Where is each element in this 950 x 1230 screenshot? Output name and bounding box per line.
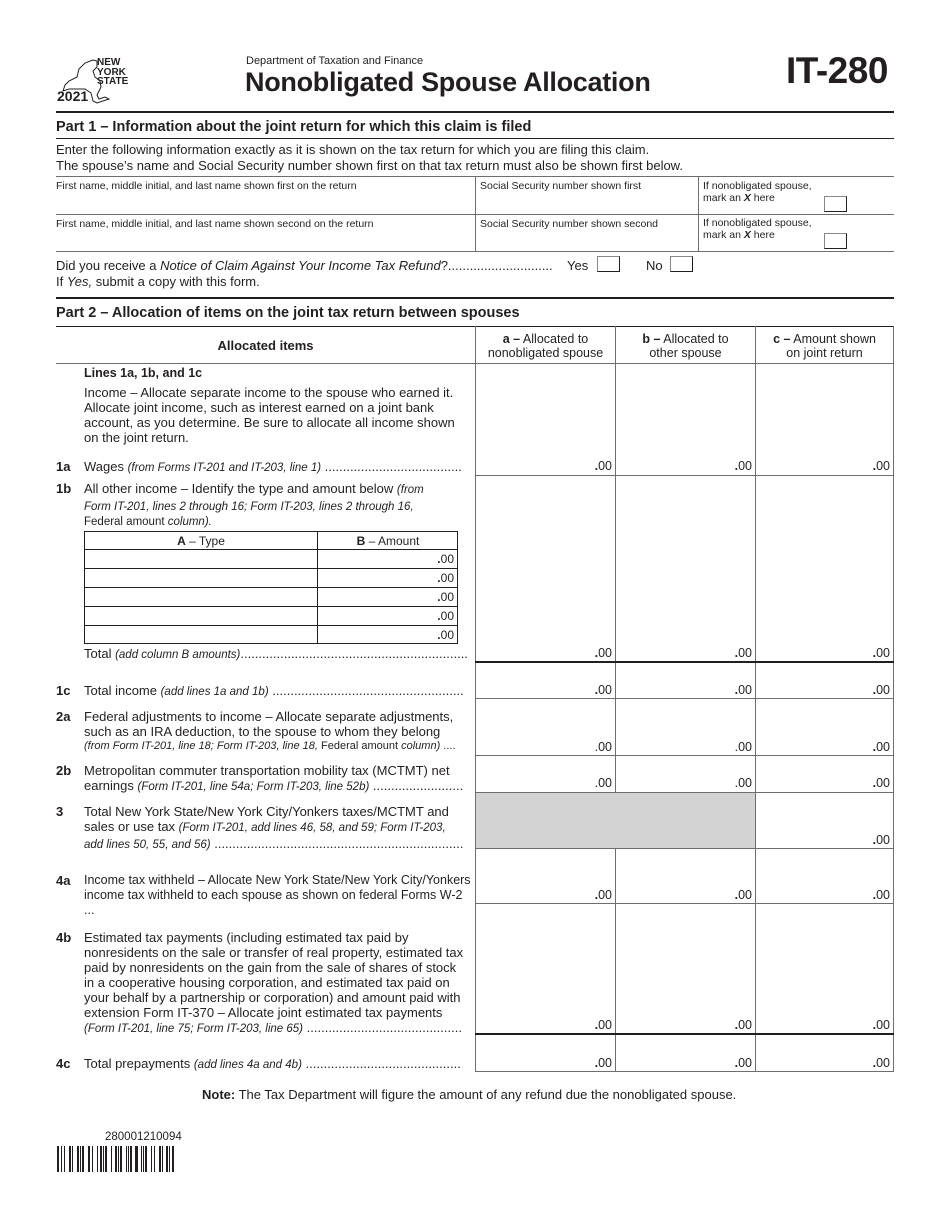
line-4b-col-b[interactable]: .00 bbox=[734, 1018, 752, 1032]
other-income-table bbox=[84, 531, 458, 644]
first-ssn-field[interactable] bbox=[476, 177, 697, 213]
line-1c-col-c[interactable]: .00 bbox=[872, 683, 890, 697]
part1-grid-v2 bbox=[698, 176, 699, 251]
subtable-row-3-amount[interactable]: .00 bbox=[437, 590, 454, 604]
subtable-row-5-amount[interactable]: .00 bbox=[437, 628, 454, 642]
first-nonobligated-checkbox[interactable] bbox=[824, 196, 847, 212]
part1-heading-rule bbox=[56, 138, 894, 139]
logo-new: NEW bbox=[97, 57, 121, 68]
part1-heading: Part 1 – Information about the joint return for which this claim is filed bbox=[56, 119, 532, 135]
line-3-label: Total New York State/New York City/Yonkers taxes/MCTMT and sales or use tax (Form IT-201, add lines 46, 58, and 59; Form IT-203, add lines 50, 55, and 56) ..................................................................... bbox=[84, 804, 464, 851]
subtable-header-b: B – Amount bbox=[356, 534, 420, 548]
line-1c-col-b[interactable]: .00 bbox=[734, 683, 752, 697]
notice-question: Did you receive a Notice of Claim Against Your Income Tax Refund?............................. bbox=[56, 258, 553, 273]
line-2b-col-a[interactable]: .00 bbox=[594, 776, 612, 790]
line-3-col-c[interactable]: .00 bbox=[872, 833, 890, 847]
line-2a-number: 2a bbox=[56, 709, 71, 724]
mark-label-line1: If nonobligated spouse, bbox=[703, 217, 812, 229]
lines-1-intro-heading: Lines 1a, 1b, and 1c bbox=[84, 366, 203, 380]
line-2b-label: Metropolitan commuter transportation mobility tax (MCTMT) net earnings (Form IT-201, line 54a; Form IT-203, line 52b) ......................... bbox=[84, 763, 464, 793]
line-4b-number: 4b bbox=[56, 930, 72, 945]
line-1b-rule bbox=[475, 661, 894, 663]
form-title: Nonobligated Spouse Allocation bbox=[245, 67, 651, 97]
line-4c-col-c[interactable]: .00 bbox=[872, 1056, 890, 1070]
nys-logo bbox=[55, 55, 140, 105]
line-3-shaded-area bbox=[476, 793, 755, 848]
line-4a-number: 4a bbox=[56, 873, 71, 888]
line-2b-col-c[interactable]: .00 bbox=[872, 776, 890, 790]
subtable-row-2-type[interactable] bbox=[85, 569, 317, 587]
line-1b-col-a[interactable]: .00 bbox=[594, 646, 612, 660]
line-2a-rule bbox=[475, 755, 894, 756]
first-spouse-name-label: First name, middle initial, and last name shown first on the return bbox=[56, 180, 357, 192]
second-spouse-name-label: First name, middle initial, and last name shown second on the return bbox=[56, 218, 374, 230]
col-b-left-2 bbox=[615, 849, 616, 1072]
line-1c-rule bbox=[475, 698, 894, 699]
col-header-b: b – Allocated to other spouse bbox=[642, 332, 729, 360]
subtable-row-4-type[interactable] bbox=[85, 607, 317, 625]
line-1a-label: Wages (from Forms IT-201 and IT-203, line 1) ...................................... bbox=[84, 459, 462, 474]
barcode bbox=[57, 1146, 239, 1172]
first-ssn-label: Social Security number shown first bbox=[480, 180, 642, 192]
line-4b-rule bbox=[475, 1033, 894, 1035]
line-4a-col-c[interactable]: .00 bbox=[872, 888, 890, 902]
line-4b-col-a[interactable]: .00 bbox=[594, 1018, 612, 1032]
line-4a-label: Income tax withheld – Allocate New York State/New York City/Yonkers income tax withheld to each spouse as shown on federal Forms W-2 ... bbox=[84, 873, 471, 917]
no-label: No bbox=[646, 258, 663, 273]
line-2b-col-b[interactable]: .00 bbox=[734, 776, 752, 790]
subtable-row-4-amount[interactable]: .00 bbox=[437, 609, 454, 623]
line-4a-col-a[interactable]: .00 bbox=[594, 888, 612, 902]
table-right bbox=[893, 326, 894, 1072]
col-b-left bbox=[615, 326, 616, 793]
col-c-left bbox=[755, 326, 756, 1072]
line-4a-col-b[interactable]: .00 bbox=[734, 888, 752, 902]
line-4c-label: Total prepayments (add lines 4a and 4b) ........................................... bbox=[84, 1056, 461, 1071]
first-nonobligated-label bbox=[703, 180, 812, 204]
line-1c-number: 1c bbox=[56, 683, 71, 698]
part1-grid-bottom bbox=[56, 251, 894, 252]
logo-york: YORK bbox=[97, 66, 126, 78]
second-nonobligated-label bbox=[703, 217, 812, 241]
form-number: IT-280 bbox=[786, 50, 888, 91]
refund-note: Note: The Tax Department will figure the amount of any refund due the nonobligated spouse. bbox=[202, 1087, 737, 1102]
line-1c-col-a[interactable]: .00 bbox=[594, 683, 612, 697]
subtable-row-3-type[interactable] bbox=[85, 588, 317, 606]
line-1a-col-c[interactable]: .00 bbox=[872, 459, 890, 473]
mark-label-line1: If nonobligated spouse, bbox=[703, 180, 812, 192]
subtable-row-1-type[interactable] bbox=[85, 550, 317, 568]
notice-yes-checkbox[interactable] bbox=[597, 256, 620, 272]
line-4b-label: Estimated tax payments (including estimated tax paid by nonresidents on the sale or transfer of real property, estimated tax paid by nonresidents on the gain from the sale of shares of stock in a cooperative housing corporation, and estimated tax paid on your behalf by a partnership or corporation) and amount paid with extension Form IT-370 – Allocate joint estimated tax payments (Form IT-201, line 75; Form IT-203, line 65) ........................................... bbox=[84, 930, 464, 1035]
line-4c-col-b[interactable]: .00 bbox=[734, 1056, 752, 1070]
line-1b-label: All other income – Identify the type and amount below (from Form IT-201, lines 2 through 16; Form IT-203, lines 2 through 16, Federal amount column). bbox=[84, 481, 424, 528]
line-3-number: 3 bbox=[56, 804, 64, 819]
line-4a-rule bbox=[475, 903, 894, 904]
line-4c-number: 4c bbox=[56, 1056, 71, 1071]
barcode-number: 280001210094 bbox=[105, 1131, 182, 1143]
if-yes-instruction: If Yes, submit a copy with this form. bbox=[56, 274, 260, 289]
subtable-row-2-amount[interactable]: .00 bbox=[437, 571, 454, 585]
part1-intro-2: The spouse’s name and Social Security number shown first on that tax return must also be shown first below. bbox=[56, 158, 683, 173]
col-header-a: a – Allocated to nonobligated spouse bbox=[487, 332, 604, 360]
line-1b-number: 1b bbox=[56, 481, 72, 496]
mark-label-line2: mark an X here bbox=[703, 192, 775, 204]
line-2a-label: Federal adjustments to income – Allocate separate adjustments, such as an IRA deduction, to the spouse to whom they belong (from Form IT-201, line 18; Form IT-203, line 18, Federal amount column) .... bbox=[84, 709, 456, 752]
col-header-items: Allocated items bbox=[217, 338, 314, 353]
line-3-rule bbox=[475, 848, 894, 849]
second-nonobligated-checkbox[interactable] bbox=[824, 233, 847, 249]
department-name: Department of Taxation and Finance bbox=[246, 55, 424, 67]
line-1a-number: 1a bbox=[56, 459, 71, 474]
mark-label-line2: mark an X here bbox=[703, 229, 775, 241]
header-divider bbox=[56, 111, 894, 113]
table-bottom bbox=[475, 1071, 894, 1072]
line-4c-col-a[interactable]: .00 bbox=[594, 1056, 612, 1070]
subtable-row-1-amount[interactable]: .00 bbox=[437, 552, 454, 566]
second-ssn-field[interactable] bbox=[476, 215, 697, 251]
lines-1-intro-text: Income – Allocate separate income to the spouse who earned it. Allocate joint income, such as interest earned on a joint bank account, as you determine. Be sure to allocate all income shown on the joint return. bbox=[84, 385, 455, 445]
subtable-header-a: A – Type bbox=[177, 534, 225, 548]
yes-label: Yes bbox=[567, 258, 589, 273]
subtable-row-5-type[interactable] bbox=[85, 626, 317, 644]
line-2a-col-b[interactable]: .00 bbox=[734, 740, 752, 754]
line-1b-total-label: Total (add column B amounts)............................................................... bbox=[84, 646, 468, 661]
logo-year: 2021 bbox=[57, 88, 89, 104]
logo-state: STATE bbox=[97, 76, 129, 87]
line-1a-col-b[interactable]: .00 bbox=[734, 459, 752, 473]
line-1a-col-a[interactable]: .00 bbox=[594, 459, 612, 473]
second-ssn-label: Social Security number shown second bbox=[480, 218, 659, 230]
line-1b-col-b[interactable]: .00 bbox=[734, 646, 752, 660]
line-2a-col-c[interactable]: .00 bbox=[872, 740, 890, 754]
part2-heading: Part 2 – Allocation of items on the joint tax return between spouses bbox=[56, 305, 520, 321]
line-1c-label: Total income (add lines 1a and 1b) ..................................................... bbox=[84, 683, 464, 698]
line-1a-rule bbox=[475, 475, 894, 476]
part1-intro-1: Enter the following information exactly as it is shown on the tax return for which you are filing this claim. bbox=[56, 142, 650, 157]
second-spouse-name-field[interactable] bbox=[56, 215, 474, 251]
line-2b-number: 2b bbox=[56, 763, 72, 778]
line-2a-col-a[interactable]: .00 bbox=[594, 740, 612, 754]
col-header-c: c – Amount shown on joint return bbox=[773, 332, 876, 360]
first-spouse-name-field[interactable] bbox=[56, 177, 474, 213]
part2-divider bbox=[56, 297, 894, 299]
notice-no-checkbox[interactable] bbox=[670, 256, 693, 272]
line-4b-col-c[interactable]: .00 bbox=[872, 1018, 890, 1032]
line-1b-col-c[interactable]: .00 bbox=[872, 646, 890, 660]
